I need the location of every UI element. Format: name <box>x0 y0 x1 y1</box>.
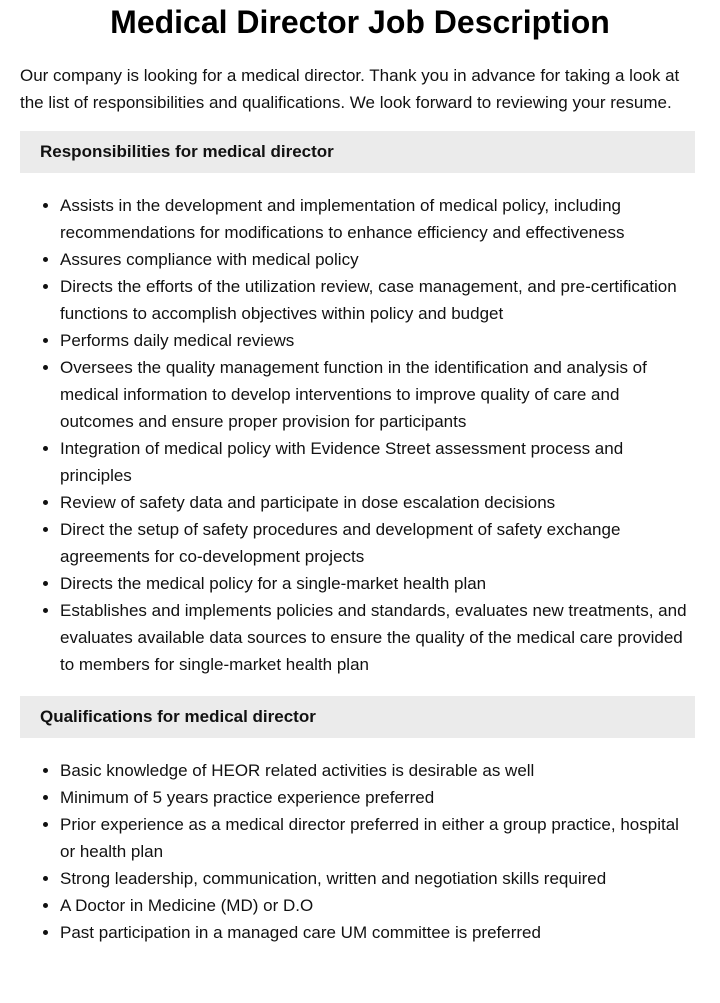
list-item: • Oversees the quality management function in the identification and analysis of medical information to develop interventions to improve quality of care and outcomes and ensure proper provision for participants <box>60 354 695 435</box>
list-item: • Minimum of 5 years practice experience preferred <box>60 784 695 811</box>
list-item: • Review of safety data and participate in dose escalation decisions <box>60 489 695 516</box>
list-item: • Prior experience as a medical director preferred in either a group practice, hospital or health plan <box>60 811 695 865</box>
qualifications-list <box>20 757 695 946</box>
responsibilities-heading: Responsibilities for medical director <box>20 131 695 173</box>
list-item: • Direct the setup of safety procedures and development of safety exchange agreements for co-development projects <box>60 516 695 570</box>
list-item: • Directs the medical policy for a single-market health plan <box>60 570 695 597</box>
responsibilities-list <box>20 192 695 678</box>
list-item: • Basic knowledge of HEOR related activities is desirable as well <box>60 757 695 784</box>
list-item: • Strong leadership, communication, written and negotiation skills required <box>60 865 695 892</box>
list-item: • Performs daily medical reviews <box>60 327 695 354</box>
list-item: • Assures compliance with medical policy <box>60 246 695 273</box>
intro-paragraph: Our company is looking for a medical director. Thank you in advance for taking a look at the list of responsibilities and qualifications. We look forward to reviewing your resume. <box>20 66 680 112</box>
list-item: • Past participation in a managed care UM committee is preferred <box>60 919 695 946</box>
qualifications-heading: Qualifications for medical director <box>20 696 695 738</box>
page-title: Medical Director Job Description <box>110 4 610 40</box>
list-item: • A Doctor in Medicine (MD) or D.O <box>60 892 695 919</box>
list-item: • Directs the efforts of the utilization review, case management, and pre-certification functions to accomplish objectives within policy and budget <box>60 273 695 327</box>
list-item: • Assists in the development and implementation of medical policy, including recommendations for modifications to enhance efficiency and effectiveness <box>60 192 695 246</box>
list-item: • Establishes and implements policies and standards, evaluates new treatments, and evaluates available data sources to ensure the quality of the medical care provided to members for single-market health plan <box>60 597 695 678</box>
list-item: • Integration of medical policy with Evidence Street assessment process and principles <box>60 435 695 489</box>
